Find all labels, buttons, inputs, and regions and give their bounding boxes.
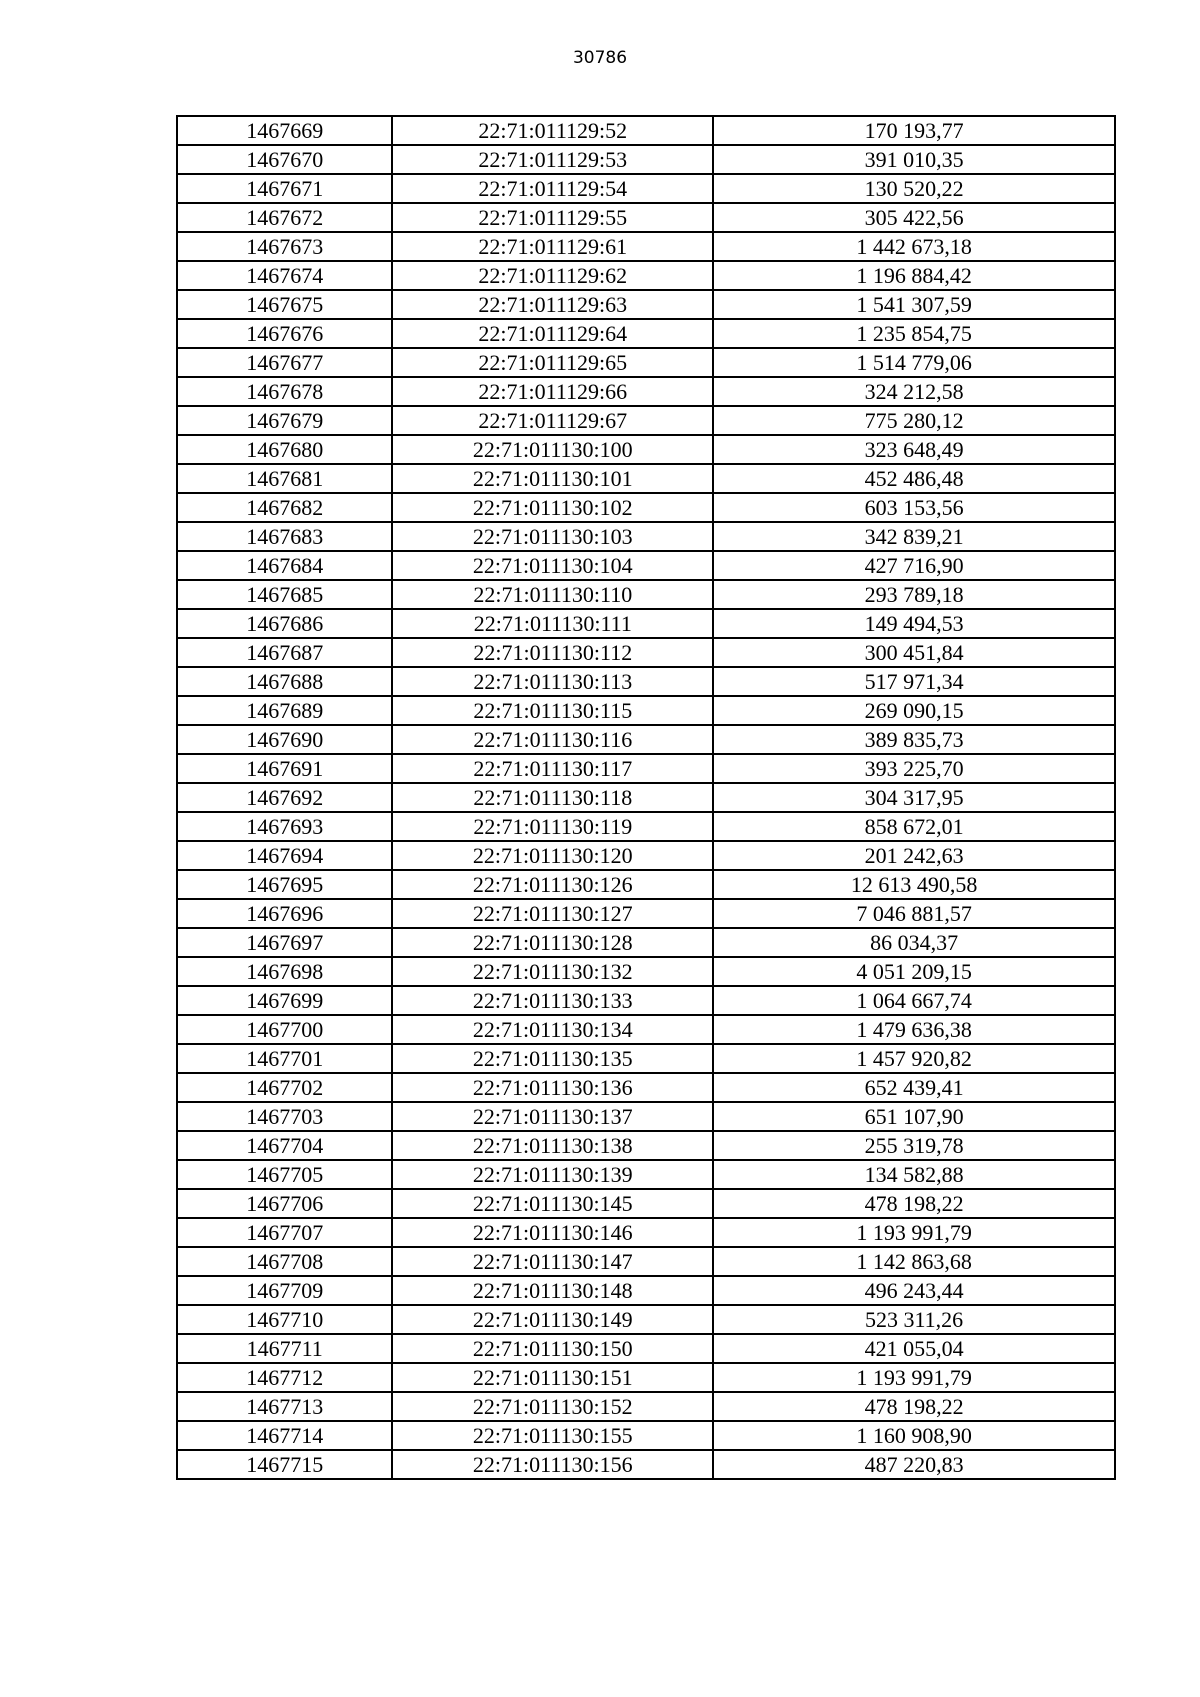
record-number-cell: 1467691 [177, 754, 392, 783]
table-row [177, 116, 1115, 145]
table-row [177, 493, 1115, 522]
table-row [177, 1334, 1115, 1363]
table-row [177, 1218, 1115, 1247]
table-row [177, 696, 1115, 725]
record-number-cell: 1467714 [177, 1421, 392, 1450]
cadastral-value-cell: 775 280,12 [713, 406, 1115, 435]
record-number-cell: 1467709 [177, 1276, 392, 1305]
cadastral-value-cell: 293 789,18 [713, 580, 1115, 609]
cadastral-value-cell: 1 193 991,79 [713, 1218, 1115, 1247]
table-row [177, 348, 1115, 377]
cadastral-number-cell: 22:71:011129:55 [392, 203, 713, 232]
cadastral-value-cell: 1 442 673,18 [713, 232, 1115, 261]
cadastral-value-cell: 130 520,22 [713, 174, 1115, 203]
table-row [177, 145, 1115, 174]
table-row [177, 841, 1115, 870]
cadastral-value-cell: 421 055,04 [713, 1334, 1115, 1363]
record-number-cell: 1467687 [177, 638, 392, 667]
cadastral-number-cell: 22:71:011130:103 [392, 522, 713, 551]
cadastral-value-cell: 1 193 991,79 [713, 1363, 1115, 1392]
table-row [177, 522, 1115, 551]
cadastral-value-cell: 86 034,37 [713, 928, 1115, 957]
record-number-cell: 1467670 [177, 145, 392, 174]
table-row [177, 1073, 1115, 1102]
table-row [177, 1363, 1115, 1392]
cadastral-number-cell: 22:71:011130:139 [392, 1160, 713, 1189]
table-row [177, 464, 1115, 493]
cadastral-value-cell: 269 090,15 [713, 696, 1115, 725]
record-number-cell: 1467701 [177, 1044, 392, 1073]
table-row [177, 1015, 1115, 1044]
table-row [177, 1392, 1115, 1421]
table-row [177, 609, 1115, 638]
table-row [177, 377, 1115, 406]
record-number-cell: 1467684 [177, 551, 392, 580]
record-number-cell: 1467696 [177, 899, 392, 928]
record-number-cell: 1467673 [177, 232, 392, 261]
cadastral-number-cell: 22:71:011129:53 [392, 145, 713, 174]
cadastral-value-cell: 517 971,34 [713, 667, 1115, 696]
record-number-cell: 1467689 [177, 696, 392, 725]
record-number-cell: 1467678 [177, 377, 392, 406]
table-row [177, 1160, 1115, 1189]
cadastral-value-cell: 478 198,22 [713, 1189, 1115, 1218]
cadastral-number-cell: 22:71:011130:126 [392, 870, 713, 899]
record-number-cell: 1467697 [177, 928, 392, 957]
cadastral-value-cell: 342 839,21 [713, 522, 1115, 551]
cadastral-number-cell: 22:71:011130:116 [392, 725, 713, 754]
cadastral-number-cell: 22:71:011130:100 [392, 435, 713, 464]
table-row [177, 783, 1115, 812]
table-row [177, 1450, 1115, 1479]
cadastral-number-cell: 22:71:011129:67 [392, 406, 713, 435]
cadastral-value-cell: 652 439,41 [713, 1073, 1115, 1102]
record-number-cell: 1467715 [177, 1450, 392, 1479]
cadastral-number-cell: 22:71:011130:150 [392, 1334, 713, 1363]
record-number-cell: 1467702 [177, 1073, 392, 1102]
cadastral-number-cell: 22:71:011130:148 [392, 1276, 713, 1305]
record-number-cell: 1467710 [177, 1305, 392, 1334]
table-row [177, 319, 1115, 348]
table-row [177, 638, 1115, 667]
cadastral-number-cell: 22:71:011130:120 [392, 841, 713, 870]
cadastral-number-cell: 22:71:011130:119 [392, 812, 713, 841]
table-body [177, 116, 1115, 1479]
cadastral-value-cell: 149 494,53 [713, 609, 1115, 638]
record-number-cell: 1467693 [177, 812, 392, 841]
cadastral-value-cell: 305 422,56 [713, 203, 1115, 232]
cadastral-number-cell: 22:71:011130:101 [392, 464, 713, 493]
cadastral-value-cell: 1 142 863,68 [713, 1247, 1115, 1276]
table-row [177, 725, 1115, 754]
data-table [176, 115, 1116, 1480]
cadastral-number-cell: 22:71:011129:66 [392, 377, 713, 406]
cadastral-number-cell: 22:71:011130:112 [392, 638, 713, 667]
cadastral-value-cell: 1 541 307,59 [713, 290, 1115, 319]
cadastral-value-cell: 170 193,77 [713, 116, 1115, 145]
cadastral-number-cell: 22:71:011130:133 [392, 986, 713, 1015]
cadastral-number-cell: 22:71:011130:146 [392, 1218, 713, 1247]
cadastral-number-cell: 22:71:011130:136 [392, 1073, 713, 1102]
record-number-cell: 1467699 [177, 986, 392, 1015]
table-row [177, 957, 1115, 986]
record-number-cell: 1467703 [177, 1102, 392, 1131]
table-row [177, 1131, 1115, 1160]
cadastral-number-cell: 22:71:011130:102 [392, 493, 713, 522]
cadastral-value-cell: 4 051 209,15 [713, 957, 1115, 986]
record-number-cell: 1467682 [177, 493, 392, 522]
record-number-cell: 1467694 [177, 841, 392, 870]
record-number-cell: 1467708 [177, 1247, 392, 1276]
table-row [177, 1247, 1115, 1276]
table-row [177, 203, 1115, 232]
page-number: 30786 [572, 48, 628, 68]
table-row [177, 435, 1115, 464]
cadastral-number-cell: 22:71:011129:52 [392, 116, 713, 145]
cadastral-value-cell: 496 243,44 [713, 1276, 1115, 1305]
record-number-cell: 1467706 [177, 1189, 392, 1218]
cadastral-value-cell: 1 479 636,38 [713, 1015, 1115, 1044]
table-row [177, 1044, 1115, 1073]
cadastral-value-cell: 478 198,22 [713, 1392, 1115, 1421]
cadastral-value-cell: 1 514 779,06 [713, 348, 1115, 377]
cadastral-value-cell: 452 486,48 [713, 464, 1115, 493]
record-number-cell: 1467672 [177, 203, 392, 232]
table-row [177, 754, 1115, 783]
cadastral-value-cell: 393 225,70 [713, 754, 1115, 783]
cadastral-number-cell: 22:71:011130:127 [392, 899, 713, 928]
table-row [177, 1189, 1115, 1218]
cadastral-number-cell: 22:71:011130:145 [392, 1189, 713, 1218]
record-number-cell: 1467676 [177, 319, 392, 348]
record-number-cell: 1467705 [177, 1160, 392, 1189]
record-number-cell: 1467677 [177, 348, 392, 377]
cadastral-number-cell: 22:71:011129:63 [392, 290, 713, 319]
cadastral-number-cell: 22:71:011130:118 [392, 783, 713, 812]
cadastral-number-cell: 22:71:011130:117 [392, 754, 713, 783]
cadastral-number-cell: 22:71:011130:147 [392, 1247, 713, 1276]
table-row [177, 870, 1115, 899]
table-row [177, 986, 1115, 1015]
cadastral-value-cell: 427 716,90 [713, 551, 1115, 580]
cadastral-value-cell: 1 196 884,42 [713, 261, 1115, 290]
cadastral-number-cell: 22:71:011130:115 [392, 696, 713, 725]
cadastral-number-cell: 22:71:011130:152 [392, 1392, 713, 1421]
record-number-cell: 1467711 [177, 1334, 392, 1363]
record-number-cell: 1467707 [177, 1218, 392, 1247]
cadastral-number-cell: 22:71:011130:132 [392, 957, 713, 986]
table-row [177, 1276, 1115, 1305]
cadastral-value-cell: 134 582,88 [713, 1160, 1115, 1189]
record-number-cell: 1467713 [177, 1392, 392, 1421]
cadastral-value-cell: 487 220,83 [713, 1450, 1115, 1479]
cadastral-value-cell: 300 451,84 [713, 638, 1115, 667]
record-number-cell: 1467683 [177, 522, 392, 551]
cadastral-value-cell: 389 835,73 [713, 725, 1115, 754]
cadastral-value-cell: 201 242,63 [713, 841, 1115, 870]
cadastral-value-cell: 1 235 854,75 [713, 319, 1115, 348]
cadastral-number-cell: 22:71:011130:155 [392, 1421, 713, 1450]
cadastral-value-cell: 304 317,95 [713, 783, 1115, 812]
cadastral-number-cell: 22:71:011129:65 [392, 348, 713, 377]
cadastral-number-cell: 22:71:011130:135 [392, 1044, 713, 1073]
record-number-cell: 1467674 [177, 261, 392, 290]
cadastral-value-cell: 858 672,01 [713, 812, 1115, 841]
cadastral-number-cell: 22:71:011130:111 [392, 609, 713, 638]
cadastral-value-cell: 651 107,90 [713, 1102, 1115, 1131]
cadastral-number-cell: 22:71:011130:137 [392, 1102, 713, 1131]
table-row [177, 928, 1115, 957]
table-row [177, 406, 1115, 435]
cadastral-number-cell: 22:71:011129:64 [392, 319, 713, 348]
cadastral-value-cell: 603 153,56 [713, 493, 1115, 522]
record-number-cell: 1467679 [177, 406, 392, 435]
cadastral-number-cell: 22:71:011130:151 [392, 1363, 713, 1392]
cadastral-value-cell: 324 212,58 [713, 377, 1115, 406]
record-number-cell: 1467686 [177, 609, 392, 638]
table-row [177, 1305, 1115, 1334]
record-number-cell: 1467669 [177, 116, 392, 145]
record-number-cell: 1467681 [177, 464, 392, 493]
cadastral-value-cell: 1 064 667,74 [713, 986, 1115, 1015]
record-number-cell: 1467690 [177, 725, 392, 754]
record-number-cell: 1467698 [177, 957, 392, 986]
cadastral-value-cell: 1 160 908,90 [713, 1421, 1115, 1450]
table-row [177, 261, 1115, 290]
record-number-cell: 1467688 [177, 667, 392, 696]
record-number-cell: 1467712 [177, 1363, 392, 1392]
cadastral-number-cell: 22:71:011130:149 [392, 1305, 713, 1334]
cadastral-value-cell: 523 311,26 [713, 1305, 1115, 1334]
record-number-cell: 1467675 [177, 290, 392, 319]
cadastral-number-cell: 22:71:011130:156 [392, 1450, 713, 1479]
table-row [177, 290, 1115, 319]
record-number-cell: 1467671 [177, 174, 392, 203]
cadastral-number-cell: 22:71:011129:54 [392, 174, 713, 203]
record-number-cell: 1467685 [177, 580, 392, 609]
table-row [177, 1102, 1115, 1131]
record-number-cell: 1467695 [177, 870, 392, 899]
table-row [177, 667, 1115, 696]
table-row [177, 899, 1115, 928]
cadastral-value-cell: 323 648,49 [713, 435, 1115, 464]
record-number-cell: 1467704 [177, 1131, 392, 1160]
cadastral-number-cell: 22:71:011130:110 [392, 580, 713, 609]
cadastral-number-cell: 22:71:011130:113 [392, 667, 713, 696]
table-row [177, 232, 1115, 261]
cadastral-number-cell: 22:71:011129:62 [392, 261, 713, 290]
cadastral-value-cell: 12 613 490,58 [713, 870, 1115, 899]
cadastral-number-cell: 22:71:011130:104 [392, 551, 713, 580]
cadastral-value-cell: 391 010,35 [713, 145, 1115, 174]
table-row [177, 551, 1115, 580]
record-number-cell: 1467692 [177, 783, 392, 812]
cadastral-value-cell: 1 457 920,82 [713, 1044, 1115, 1073]
cadastral-number-cell: 22:71:011129:61 [392, 232, 713, 261]
record-number-cell: 1467700 [177, 1015, 392, 1044]
cadastral-value-cell: 7 046 881,57 [713, 899, 1115, 928]
cadastral-number-cell: 22:71:011130:134 [392, 1015, 713, 1044]
record-number-cell: 1467680 [177, 435, 392, 464]
cadastral-value-cell: 255 319,78 [713, 1131, 1115, 1160]
cadastral-number-cell: 22:71:011130:138 [392, 1131, 713, 1160]
cadastral-number-cell: 22:71:011130:128 [392, 928, 713, 957]
table-row [177, 812, 1115, 841]
table-row [177, 174, 1115, 203]
table-row [177, 580, 1115, 609]
table-row [177, 1421, 1115, 1450]
